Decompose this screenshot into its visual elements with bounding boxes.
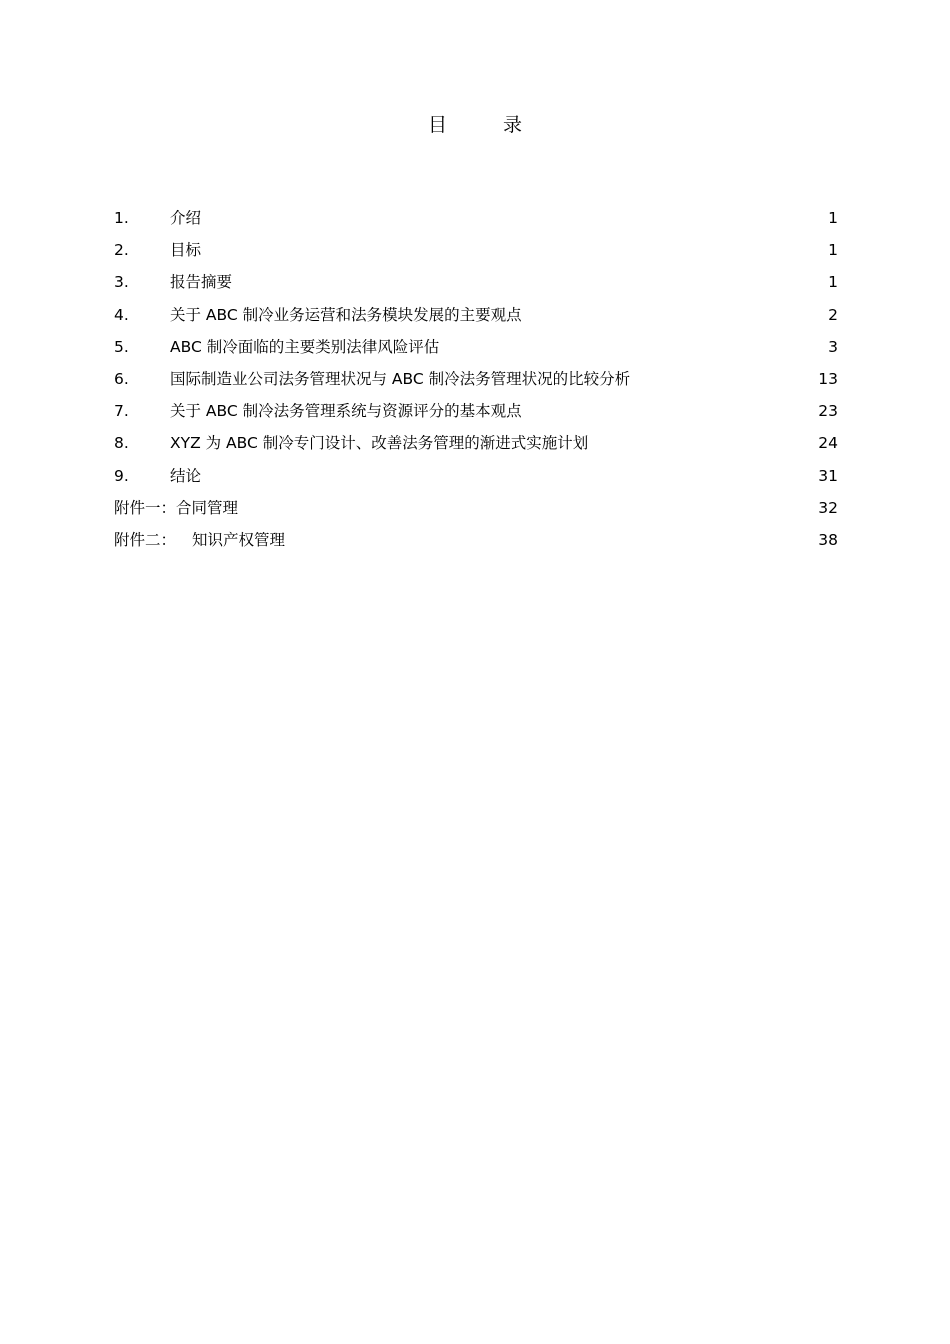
toc-entry-5[interactable] bbox=[114, 331, 838, 363]
toc-entry-page: 2 bbox=[828, 305, 838, 324]
toc-entry-page: 3 bbox=[828, 337, 838, 356]
toc-entry-1[interactable] bbox=[114, 202, 838, 234]
toc-appendix-title: 知识产权管理 bbox=[192, 530, 286, 549]
toc-entry-text: ABC 制冷面临的主要类别法律风险评估 bbox=[170, 337, 440, 356]
toc-entry-2[interactable] bbox=[114, 234, 838, 266]
toc-entry-text: 国际制造业公司法务管理状况与 ABC 制冷法务管理状况的比较分析 bbox=[170, 369, 631, 388]
toc-entry-number: 5. bbox=[114, 337, 129, 356]
toc-entry-page: 23 bbox=[818, 402, 838, 421]
title-part-1: 目 bbox=[427, 114, 447, 136]
toc-entry-number: 3. bbox=[114, 273, 129, 292]
toc-entry-number: 2. bbox=[114, 241, 129, 260]
toc-entry-page: 1 bbox=[828, 273, 838, 292]
toc-entry-page: 24 bbox=[818, 434, 838, 453]
toc-appendix-page: 38 bbox=[818, 530, 838, 549]
toc-entry-text: XYZ 为 ABC 制冷专门设计、改善法务管理的渐进式实施计划 bbox=[170, 434, 589, 453]
title-part-2: 录 bbox=[503, 114, 523, 136]
toc-entry-number: 4. bbox=[114, 305, 129, 324]
toc-appendix-label: 附件一： bbox=[114, 498, 177, 517]
toc-entry-text: 目标 bbox=[170, 241, 202, 260]
toc-entry-page: 13 bbox=[818, 369, 838, 388]
toc-entry-4[interactable] bbox=[114, 299, 838, 331]
toc-entry-text: 介绍 bbox=[170, 209, 202, 227]
page-title bbox=[0, 110, 950, 137]
toc-entry-text: 结论 bbox=[170, 466, 202, 485]
toc-appendix-2[interactable] bbox=[114, 524, 838, 556]
toc-appendix-title: 合同管理 bbox=[176, 498, 239, 517]
toc-entry-number: 1. bbox=[114, 209, 129, 227]
toc-entry-text: 关于 ABC 制冷法务管理系统与资源评分的基本观点 bbox=[170, 402, 522, 421]
toc-entry-page: 31 bbox=[818, 466, 838, 485]
toc-entry-9[interactable] bbox=[114, 460, 838, 492]
toc-appendix-text bbox=[114, 524, 285, 556]
toc-entry-3[interactable] bbox=[114, 266, 838, 298]
toc-entry-number: 9. bbox=[114, 466, 129, 485]
toc-entry-text: 报告摘要 bbox=[170, 273, 233, 292]
toc-list bbox=[114, 202, 838, 556]
toc-entry-6[interactable] bbox=[114, 363, 838, 395]
toc-entry-number: 8. bbox=[114, 434, 129, 453]
toc-entry-7[interactable] bbox=[114, 395, 838, 427]
toc-entry-number: 7. bbox=[114, 402, 129, 421]
toc-entry-text: 关于 ABC 制冷业务运营和法务模块发展的主要观点 bbox=[170, 305, 522, 324]
toc-entry-number: 6. bbox=[114, 369, 129, 388]
toc-entry-8[interactable] bbox=[114, 427, 838, 459]
toc-appendix-label: 附件二： bbox=[114, 530, 177, 549]
toc-entry-page: 1 bbox=[828, 241, 838, 260]
toc-appendix-1[interactable] bbox=[114, 492, 838, 524]
toc-appendix-page: 32 bbox=[818, 498, 838, 517]
toc-entry-page: 1 bbox=[828, 209, 838, 227]
toc-appendix-text bbox=[114, 492, 238, 524]
